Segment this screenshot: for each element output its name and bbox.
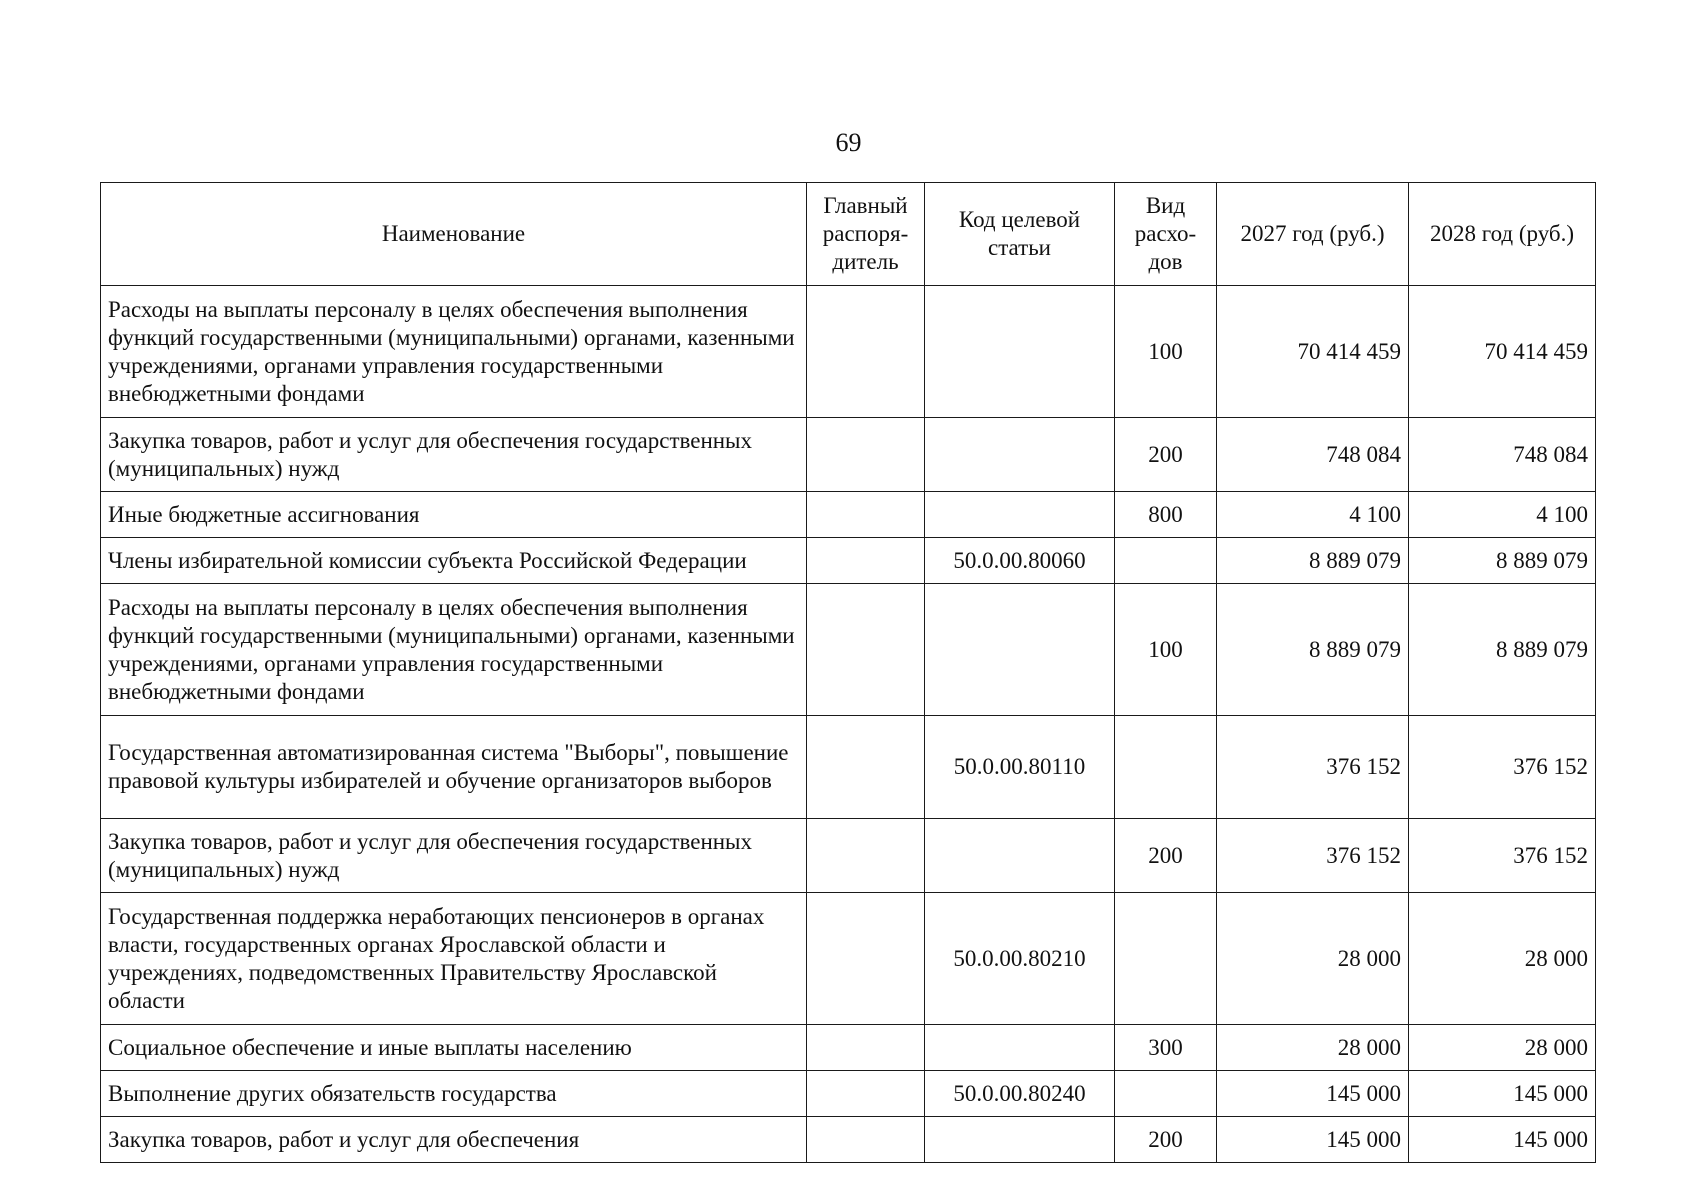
- cell-chief-manager: [807, 819, 925, 893]
- header-expense-kind: Вид расхо-дов: [1115, 183, 1217, 286]
- cell-year-2028: 28 000: [1409, 893, 1596, 1025]
- table-row: [101, 1117, 1596, 1163]
- cell-name: Расходы на выплаты персоналу в целях обеспечения выполнения функций государственными (муниципальными) органами, казенными учреждениями, органами управления государственными внебюджетными фондами: [101, 286, 807, 418]
- cell-expense-kind: [1115, 893, 1217, 1025]
- cell-expense-kind: 100: [1115, 584, 1217, 716]
- cell-year-2027: 376 152: [1217, 716, 1409, 819]
- cell-year-2028: 70 414 459: [1409, 286, 1596, 418]
- header-year-2028: 2028 год (руб.): [1409, 183, 1596, 286]
- cell-year-2027: 145 000: [1217, 1117, 1409, 1163]
- cell-expense-kind: 300: [1115, 1025, 1217, 1071]
- cell-chief-manager: [807, 584, 925, 716]
- cell-name: Расходы на выплаты персоналу в целях обеспечения выполнения функций государственными (муниципальными) органами, казенными учреждениями, органами управления государственными внебюджетными фондами: [101, 584, 807, 716]
- cell-name: Социальное обеспечение и иные выплаты населению: [101, 1025, 807, 1071]
- cell-year-2028: 145 000: [1409, 1071, 1596, 1117]
- cell-year-2028: 4 100: [1409, 492, 1596, 538]
- table-row: [101, 538, 1596, 584]
- cell-year-2028: 376 152: [1409, 716, 1596, 819]
- cell-name: Иные бюджетные ассигнования: [101, 492, 807, 538]
- cell-chief-manager: [807, 538, 925, 584]
- cell-chief-manager: [807, 716, 925, 819]
- header-name: Наименование: [101, 183, 807, 286]
- cell-expense-kind: [1115, 1071, 1217, 1117]
- cell-name: Государственная поддержка неработающих пенсионеров в органах власти, государственных органах Ярославской области и учреждениях, подведомственных Правительству Ярославской области: [101, 893, 807, 1025]
- cell-target-code: [925, 418, 1115, 492]
- cell-year-2027: 28 000: [1217, 1025, 1409, 1071]
- cell-chief-manager: [807, 1071, 925, 1117]
- cell-chief-manager: [807, 1025, 925, 1071]
- cell-expense-kind: 200: [1115, 819, 1217, 893]
- cell-target-code: 50.0.00.80060: [925, 538, 1115, 584]
- cell-year-2028: 145 000: [1409, 1117, 1596, 1163]
- table-row: [101, 716, 1596, 819]
- cell-target-code: [925, 492, 1115, 538]
- cell-chief-manager: [807, 286, 925, 418]
- cell-target-code: [925, 1117, 1115, 1163]
- table-header-row: [101, 183, 1596, 286]
- cell-name: Члены избирательной комиссии субъекта Российской Федерации: [101, 538, 807, 584]
- cell-year-2027: 8 889 079: [1217, 538, 1409, 584]
- cell-year-2028: 376 152: [1409, 819, 1596, 893]
- header-chief-manager: Главный распоря-дитель: [807, 183, 925, 286]
- table-row: [101, 1071, 1596, 1117]
- cell-expense-kind: 800: [1115, 492, 1217, 538]
- cell-name: Закупка товаров, работ и услуг для обеспечения государственных (муниципальных) нужд: [101, 418, 807, 492]
- cell-target-code: [925, 819, 1115, 893]
- table-row: [101, 1025, 1596, 1071]
- cell-year-2027: 28 000: [1217, 893, 1409, 1025]
- cell-year-2027: 4 100: [1217, 492, 1409, 538]
- cell-expense-kind: [1115, 716, 1217, 819]
- page-number: 69: [835, 128, 862, 157]
- cell-name: Закупка товаров, работ и услуг для обеспечения государственных (муниципальных) нужд: [101, 819, 807, 893]
- cell-target-code: [925, 1025, 1115, 1071]
- cell-chief-manager: [807, 893, 925, 1025]
- table-row: [101, 492, 1596, 538]
- cell-chief-manager: [807, 492, 925, 538]
- table-row: [101, 584, 1596, 716]
- table-row: [101, 286, 1596, 418]
- cell-name: Выполнение других обязательств государства: [101, 1071, 807, 1117]
- cell-year-2027: 8 889 079: [1217, 584, 1409, 716]
- cell-name: Закупка товаров, работ и услуг для обеспечения: [101, 1117, 807, 1163]
- table-row: [101, 418, 1596, 492]
- cell-target-code: 50.0.00.80240: [925, 1071, 1115, 1117]
- cell-expense-kind: 200: [1115, 1117, 1217, 1163]
- cell-expense-kind: 100: [1115, 286, 1217, 418]
- header-year-2027: 2027 год (руб.): [1217, 183, 1409, 286]
- cell-year-2028: 28 000: [1409, 1025, 1596, 1071]
- cell-year-2028: 8 889 079: [1409, 538, 1596, 584]
- cell-target-code: 50.0.00.80110: [925, 716, 1115, 819]
- table-row: [101, 893, 1596, 1025]
- cell-target-code: [925, 584, 1115, 716]
- cell-name: Государственная автоматизированная система "Выборы", повышение правовой культуры избирателей и обучение организаторов выборов: [101, 716, 807, 819]
- header-target-code: Код целевой статьи: [925, 183, 1115, 286]
- table-row: [101, 819, 1596, 893]
- cell-year-2028: 748 084: [1409, 418, 1596, 492]
- cell-target-code: [925, 286, 1115, 418]
- cell-expense-kind: [1115, 538, 1217, 584]
- budget-table: [100, 182, 1596, 1163]
- cell-expense-kind: 200: [1115, 418, 1217, 492]
- cell-target-code: 50.0.00.80210: [925, 893, 1115, 1025]
- cell-year-2028: 8 889 079: [1409, 584, 1596, 716]
- cell-year-2027: 748 084: [1217, 418, 1409, 492]
- cell-chief-manager: [807, 1117, 925, 1163]
- cell-year-2027: 376 152: [1217, 819, 1409, 893]
- cell-chief-manager: [807, 418, 925, 492]
- cell-year-2027: 70 414 459: [1217, 286, 1409, 418]
- cell-year-2027: 145 000: [1217, 1071, 1409, 1117]
